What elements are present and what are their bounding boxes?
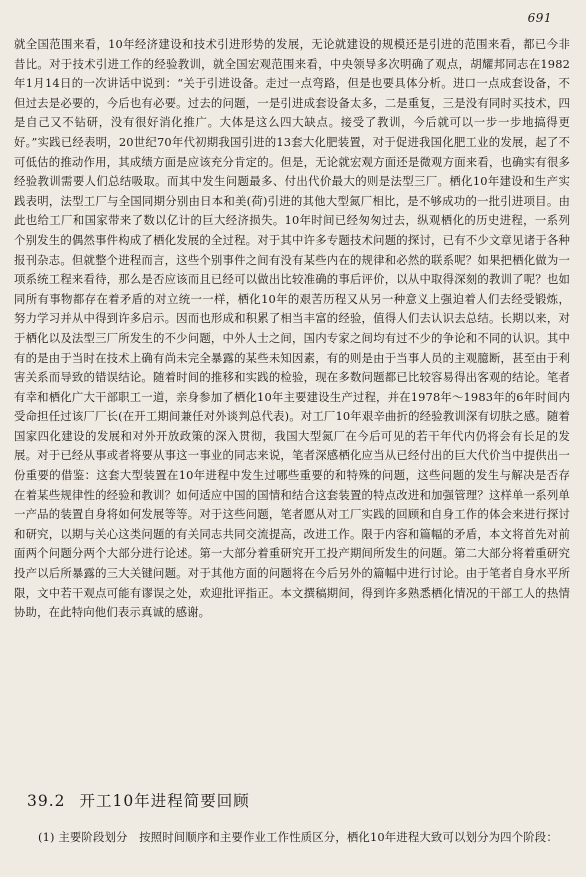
section-title-text: 开工10年进程简要回顾	[79, 792, 250, 810]
body-paragraph: 就全国范围来看，10年经济建设和技术引进形势的发展，无论就建设的规模还是引进的范围来看，都已今非昔比。对于技术引进工作的经验教训，就全国宏观范围来看，中央领导多次明确了观点，胡耀邦同志在1982年1月14日的一次讲话中说到：“关于引进设备。走过一点弯路，但是也要具体分析。进口一点成套设备，不但过去是必要的，今后也有必要。过去的问题，一是引进成套设备太多，二是重复，三是没有同时买技术，四是自己又不钻研，没有很好消化推广。大体是这么四大缺点。接受了教训，今后就可以一步一步地搞得更好。”实践已经表明，20世纪70年代初期我国引进的13套大化肥装置，对于促进我国化肥工业的发展，起了不可低估的推动作用，其成绩方面是应该充分肯定的。但是，无论就宏观方面还是微观方面来看，也确实有很多经验教训需要人们总结吸取。而其中发生问题最多、付出代价最大的则是法型三厂。栖化10年建设和生产实践表明，法型工厂与全国同期分别由日本和美(荷)引进的其他大型氮厂相比，是不够成功的一批引进项目。由此也给工厂和国家带来了数以亿计的巨大经济损失。10年时间已经匆匆过去，纵观栖化的历史进程，一系列个别发生的偶然事件构成了栖化发展的全过程。对于其中许多专题技术问题的探讨，已有不少文章见诸于各种报刊杂志。但就整个进程而言，这些个别事件之间有没有某些内在的规律和必然的联系呢？如果把栖化做为一项系统工程来看待，那么是否应该而且已经可以做出比较准确的事后评价，以从中取得深刻的教训了呢？也如同所有事物都存在着矛盾的对立统一一样，栖化10年的艰苦历程又从另一种意义上强迫着人们去经受锻炼，努力学习并从中得到许多启示。因而也形成和积累了相当丰富的经验，值得人们去认识去总结。长期以来，对于栖化以及法型三厂所发生的不少问题，中外人士之间，国内专家之间均有过不少的争论和不同的认识。其中有的是由于当时在技术上确有尚未完全暴露的某些未知因素，有的则是由于当事人员的主观臆断，甚至由于利害关系而导致的错误结论。随着时间的推移和实践的检验，现在多数问题都已比较容易得出客观的结论。笔者有幸和栖化广大干部职工一道，亲身参加了栖化10年主要建设生产过程，并在1978年～1983年的6年时间内受命担任过该厂厂长(在开工期间兼任对外谈判总代表)。对工厂10年艰辛曲折的经验教训深有切肤之感。随着国家四化建设的发展和对外开放政策的深入贯彻，我国大型氮厂在今后可见的若干年代内仍将会有长足的发展。对于已经从事或者将要从事这一事业的同志来说，笔者深感栖化应当从已经付出的巨大代价当中提供出一份重要的借鉴：这套大型装置在10年进程中发生过哪些重要的和特殊的问题，这些问题的发生与解决是否存在着某些规律性的经验和教训？如何适应中国的国情和结合这套装置的特点改进和加强管理？这样单一系列单一产品的装置自身将如何发展等等。对于这些问题，笔者愿从对工厂实践的回顾和自身工作的体会来进行探讨和研究，以期与关心这类问题的有关同志共同交流提高，改进工作。限于内容和篇幅的矛盾，本文将首先对前面两个问题分两个大部分进行论述。第一大部分着重研究开工投产期间所发生的问题。第二大部分将着重研究投产以后所暴露的三大关键问题。对于其他方面的问题将在今后另外的篇幅中进行讨论。由于笔者自身水平所限，文中若干观点可能有谬误之处，欢迎批评指正。本文撰稿期间，得到许多熟悉栖化情况的干部工人的热情协助，在此特向他们表示真诚的感谢。	[14, 37, 570, 620]
subsection-paragraph: (1) 主要阶段划分 按照时间顺序和主要作业工作性质区分，栖化10年进程大致可以划分为四个阶段：	[38, 830, 558, 844]
page-number: 691	[527, 11, 552, 25]
subsection	[14, 828, 570, 848]
section-number: 39.2	[27, 792, 66, 810]
section-heading	[27, 789, 250, 811]
body-text	[14, 35, 570, 623]
